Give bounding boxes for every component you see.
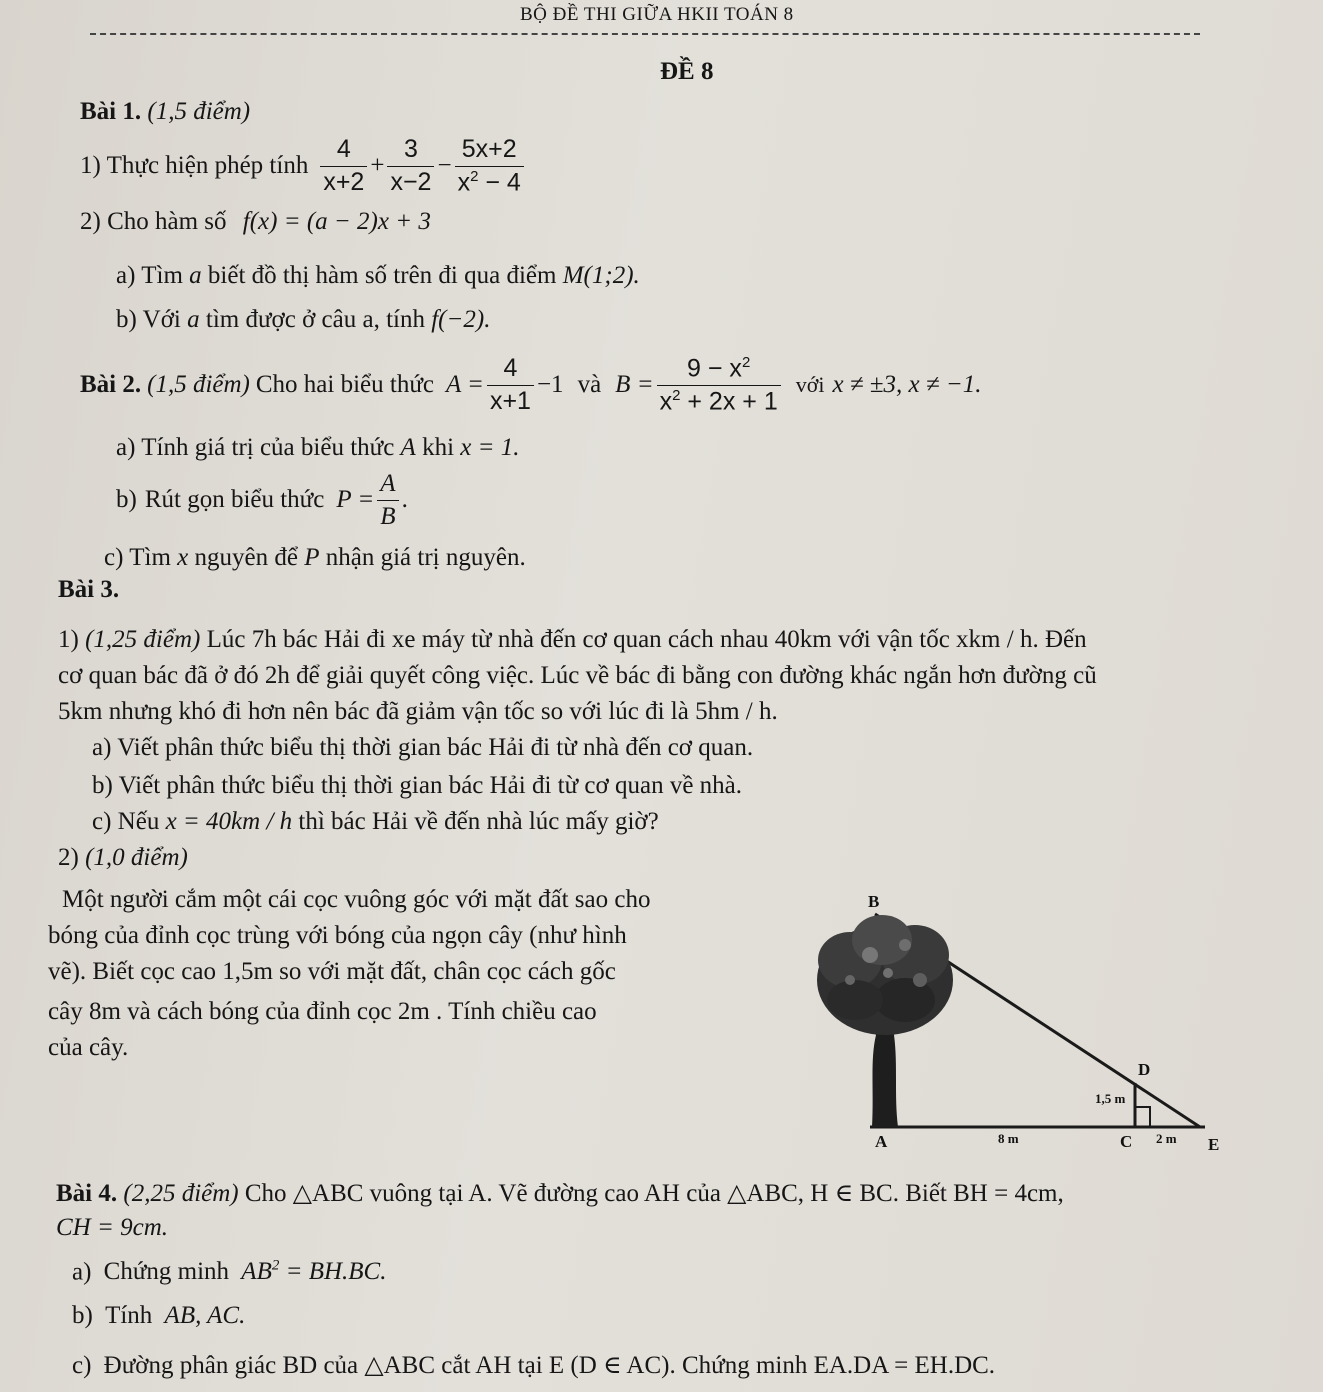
expr-B-lhs: B = xyxy=(615,371,654,399)
bai3-p1c-expr: x = 40km / h xyxy=(165,808,293,835)
bai4-qa-text: Chứng minh xyxy=(103,1258,230,1286)
bai1-qa xyxy=(116,262,640,290)
and-word: và xyxy=(577,371,602,399)
plus-sign: + xyxy=(370,152,385,180)
bai4-qc-text: Đường phân giác BD của △ABC cắt AH tại E (D ∈ AC). Chứng minh EA.DA = EH.DC. xyxy=(103,1352,996,1379)
minus-sign: − xyxy=(437,152,452,180)
bai2-qc-var: x xyxy=(177,544,189,571)
bai4-qa-label: a) xyxy=(72,1258,92,1286)
bai2-qb-frac xyxy=(377,470,398,530)
right-angle-mark xyxy=(1135,1107,1150,1127)
bai1-frac1 xyxy=(320,136,367,196)
bai2-qb-num: A xyxy=(380,470,396,497)
bai1-frac2 xyxy=(387,136,434,196)
bai2-qb-den: B xyxy=(377,500,398,531)
bai2-qa-text: Tính giá trị của biểu thức xyxy=(141,434,395,461)
frac3-numerator: 5x+2 xyxy=(461,135,517,163)
bai2-qc-rest: nhận giá trị nguyên. xyxy=(325,544,526,571)
expr-B-frac xyxy=(657,355,781,416)
bai1-qa-rest: biết đồ thị hàm số trên đi qua điểm xyxy=(207,262,557,289)
frac1-numerator: 4 xyxy=(336,135,351,164)
bai1-qb-rest: tìm được ở câu a, tính xyxy=(205,306,425,333)
expr-B-num-base: 9 − x xyxy=(687,354,742,383)
length-CD: 1,5 m xyxy=(1095,1091,1126,1106)
expr-A-num: 4 xyxy=(503,354,518,383)
bai2-points: (1,5 điểm) xyxy=(147,371,250,399)
bai2-qa-var: A xyxy=(400,434,416,461)
label-D: D xyxy=(1138,1060,1151,1079)
bai3-p2-line2: bóng của đỉnh cọc trùng với bóng của ngọn cây (như hình xyxy=(48,922,627,949)
bai3-p2-line1: Một người cắm một cái cọc vuông góc với mặt đất sao cho xyxy=(62,886,651,913)
bai3-p1-line1 xyxy=(58,626,1087,654)
length-AC: 8 m xyxy=(998,1131,1019,1146)
bai3-p1c-rest: thì bác Hải về đến nhà lúc mấy giờ? xyxy=(298,808,659,835)
frac3-den-var: x xyxy=(457,167,471,196)
bai2-qc-text: Tìm xyxy=(129,544,171,571)
bai4-heading: Bài 4. xyxy=(56,1180,118,1207)
series-title: BỘ ĐỀ THI GIỮA HKII TOÁN 8 xyxy=(520,4,794,25)
bai2-qb-text: Rút gọn biểu thức xyxy=(144,486,325,513)
expr-B-den-tail: + 2x + 1 xyxy=(687,387,778,416)
label-A: A xyxy=(875,1132,888,1151)
bai3-p2-points: (1,0 điểm) xyxy=(85,844,188,871)
expr-B-den xyxy=(657,385,781,416)
expr-B-num-exp: 2 xyxy=(741,354,751,371)
bai3-p1c-text: Nếu xyxy=(117,808,160,835)
bai1-frac3 xyxy=(455,136,524,196)
bai4-points: (2,25 điểm) xyxy=(123,1180,239,1207)
expr-A-den: x+1 xyxy=(487,385,534,416)
frac2-denominator: x−2 xyxy=(387,166,434,197)
bai1-qb-var: a xyxy=(187,306,200,333)
bai2-qc xyxy=(104,544,526,572)
bai1-qa-text: Tìm xyxy=(141,262,183,289)
tree-canopy xyxy=(817,915,953,1035)
bai1-qb-label: b) xyxy=(116,306,137,333)
bai4-qa-expr-right: = BH.BC. xyxy=(285,1258,387,1286)
bai1-q1 xyxy=(80,136,527,196)
bai2-qa-label: a) xyxy=(116,434,136,461)
bai2-qa-when: khi xyxy=(422,434,455,461)
bai1-qb xyxy=(116,306,490,334)
bai2-qc-var2: P xyxy=(304,544,320,571)
bai2-intro-text: Cho hai biểu thức xyxy=(255,371,434,399)
bai4-line1-text: Cho △ABC vuông tại A. Vẽ đường cao AH của △ABC, H ∈ BC. Biết BH = 4cm, xyxy=(244,1180,1064,1207)
expr-B-den-var: x xyxy=(659,387,673,416)
cond-word: với xyxy=(795,372,825,398)
bai1-heading-line xyxy=(80,98,250,126)
bai1-qa-var: a xyxy=(189,262,202,289)
bai1-q1-text: 1) Thực hiện phép tính xyxy=(80,152,309,180)
bai3-p2-heading xyxy=(58,844,188,872)
cond-expr: x ≠ ±3, x ≠ −1. xyxy=(832,371,982,399)
bai3-p2-label: 2) xyxy=(58,844,79,871)
exam-number: ĐỀ 8 xyxy=(660,58,714,85)
bai1-q2-text: 2) Cho hàm số xyxy=(80,208,227,235)
frac1-denominator: x+2 xyxy=(320,166,367,197)
bai1-heading: Bài 1. xyxy=(80,98,142,125)
bai2-qa-expr: x = 1. xyxy=(460,434,520,461)
bai1-q2-function: f(x) = (a − 2)x + 3 xyxy=(242,208,431,235)
expr-A-tail: −1 xyxy=(536,371,564,399)
bai3-p2-line3: vẽ). Biết cọc cao 1,5m so với mặt đất, chân cọc cách gốc xyxy=(48,958,616,985)
bai3-p1b: b) Viết phân thức biểu thị thời gian bác Hải đi từ cơ quan về nhà. xyxy=(92,772,743,799)
bai1-qa-label: a) xyxy=(116,262,136,289)
header-divider xyxy=(90,33,1200,35)
bai4-qa-expr xyxy=(241,1258,386,1285)
tree-stake-figure xyxy=(810,885,1230,1160)
expr-B-den-exp: 2 xyxy=(672,386,681,404)
bai4-qb-text: Tính xyxy=(105,1302,153,1329)
bai3-p1-label: 1) xyxy=(58,626,79,653)
bai2-intro xyxy=(80,355,981,416)
bai4-qa-expr-left: AB xyxy=(241,1258,272,1286)
bai3-p1a: a) Viết phân thức biểu thị thời gian bác Hải đi từ nhà đến cơ quan. xyxy=(92,734,754,761)
bai1-qb-text: Với xyxy=(142,306,181,333)
period: . xyxy=(401,486,408,513)
expr-A-lhs: A = xyxy=(445,371,484,399)
bai3-p1-line2: cơ quan bác đã ở đó 2h để giải quyết công việc. Lúc về bác đi bằng con đường khác ngắn hơn đường cũ xyxy=(58,662,1097,689)
bai4-qa xyxy=(72,1258,387,1286)
bai2-heading: Bài 2. xyxy=(80,371,142,399)
bai4-qc-label: c) xyxy=(72,1352,92,1379)
bai2-qc-mid: nguyên để xyxy=(194,544,298,571)
bai4-qc xyxy=(72,1350,995,1380)
bai1-qb-expr: f(−2). xyxy=(431,306,491,333)
bai4-line2: CH = 9cm. xyxy=(56,1214,168,1241)
frac3-denominator: $x^2 - 4$ xyxy=(455,166,524,197)
bai4-qb xyxy=(72,1302,245,1330)
frac2-numerator: 3 xyxy=(404,135,418,164)
bai3-p1c xyxy=(92,808,659,836)
bai3-p1-text1: Lúc 7h bác Hải đi xe máy từ nhà đến cơ quan cách nhau 40km với vận tốc xkm / h. Đến xyxy=(206,626,1087,653)
length-CE: 2 m xyxy=(1156,1131,1177,1146)
bai2-qc-label: c) xyxy=(104,544,124,571)
bai3-p2-line5: của cây. xyxy=(48,1034,129,1061)
bai4-qa-exp: 2 xyxy=(271,1258,280,1274)
bai2-qb xyxy=(116,470,408,530)
bai3-p1-line3: 5km nhưng khó đi hơn nên bác đã giảm vận tốc so với lúc đi là 5hm / h. xyxy=(58,698,778,725)
label-B: B xyxy=(868,892,880,911)
bai4-line1 xyxy=(56,1178,1064,1208)
bai2-qb-lhs: P = xyxy=(336,486,375,513)
bai1-q2 xyxy=(80,208,431,236)
bai2-qb-label: b) xyxy=(116,486,137,513)
bai4-qb-expr: AB, AC. xyxy=(164,1302,246,1329)
bai3-heading: Bài 3. xyxy=(58,576,120,603)
bai3-p1c-label: c) xyxy=(92,808,112,835)
label-C: C xyxy=(1120,1132,1133,1151)
bai4-qb-label: b) xyxy=(72,1302,93,1329)
expr-A-frac xyxy=(487,355,534,415)
frac3-den-exp: 2 xyxy=(470,167,479,185)
bai1-points: (1,5 điểm) xyxy=(147,98,251,125)
label-E: E xyxy=(1208,1135,1220,1154)
bai3-p1-points: (1,25 điểm) xyxy=(85,626,201,653)
bai3-p2-line4: cây 8m và cách bóng của đỉnh cọc 2m . Tính chiều cao xyxy=(48,998,597,1025)
bai1-qa-point: M(1;2). xyxy=(562,262,640,289)
bai2-qa xyxy=(116,434,520,462)
expr-B-num xyxy=(684,355,753,385)
